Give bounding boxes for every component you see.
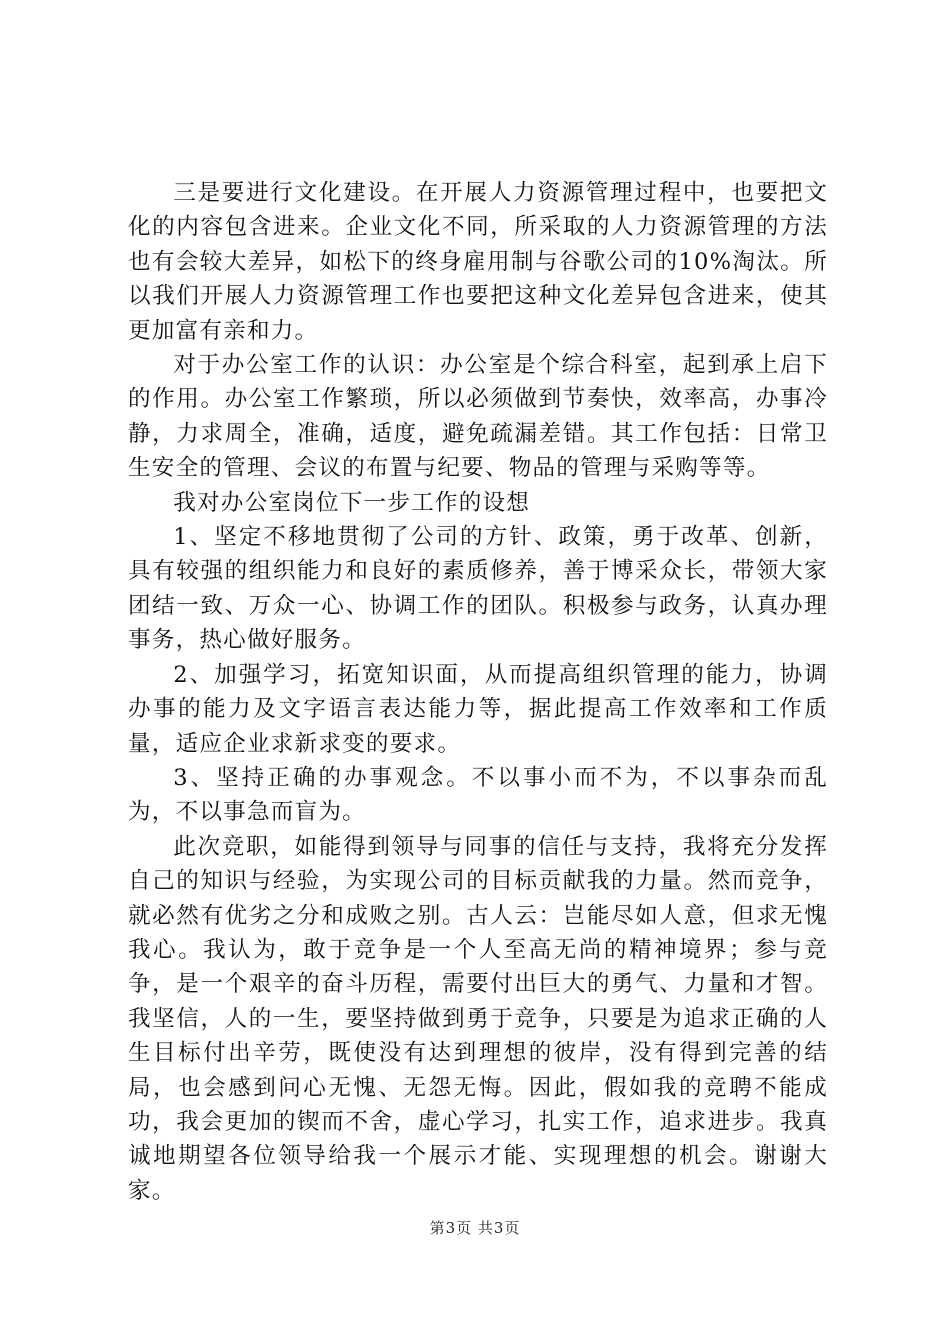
paragraph-culture-building: 三是要进行文化建设。在开展人力资源管理过程中，也要把文化的内容包含进来。企业文化不同，所采取的人力资源管理的方法也有会较大差异，如松下的终身雇用制与谷歌公司的10%淘汰。所以我们开展人力资源管理工作也要把这种文化差异包含进来，使其更加富有亲和力。 (128, 180, 828, 344)
paragraph-closing: 此次竞职，如能得到领导与同事的信任与支持，我将充分发挥自己的知识与经验，为实现公司的目标贡献我的力量。然而竞争，就必然有优劣之分和成败之别。古人云：岂能尽如人意，但求无愧我心。我认为，敢于竞争是一个人至高无尚的精神境界；参与竞争，是一个艰辛的奋斗历程，需要付出巨大的勇气、力量和才智。我坚信，人的一生，要坚持做到勇于竞争，只要是为追求正确的人生目标付出辛劳，既使没有达到理想的彼岸，没有得到完善的结局，也会感到问心无愧、无怨无悔。因此，假如我的竞聘不能成功，我会更加的锲而不舍，虚心学习，扎实工作，追求进步。我真诚地期望各位领导给我一个展示才能、实现理想的机会。谢谢大家。 (128, 833, 828, 1204)
paragraph-plan-item-3: 3、坚持正确的办事观念。不以事小而不为，不以事杂而乱为，不以事急而盲为。 (128, 764, 828, 826)
paragraph-plan-heading: 我对办公室岗位下一步工作的设想 (173, 489, 531, 516)
paragraph-plan-item-2: 2、加强学习，拓宽知识面，从而提高组织管理的能力，协调办事的能力及文字语言表达能力等，据此提高工作效率和工作质量，适应企业求新求变的要求。 (128, 661, 828, 757)
paragraph-office-understanding: 对于办公室工作的认识：办公室是个综合科室，起到承上启下的作用。办公室工作繁琐，所以必须做到节奏快，效率高，办事冷静，力求周全，准确，适度，避免疏漏差错。其工作包括：日常卫生安全的管理、会议的布置与纪要、物品的管理与采购等等。 (128, 352, 828, 482)
document-body (128, 176, 828, 1208)
paragraph-plan-item-1: 1、坚定不移地贯彻了公司的方针、政策，勇于改革、创新，具有较强的组织能力和良好的素质修养，善于博采众长，带领大家团结一致、万众一心、协调工作的团队。积极参与政务，认真办理事务，热心做好服务。 (128, 524, 828, 654)
page-footer: 第3页 共3页 (429, 1219, 521, 1237)
